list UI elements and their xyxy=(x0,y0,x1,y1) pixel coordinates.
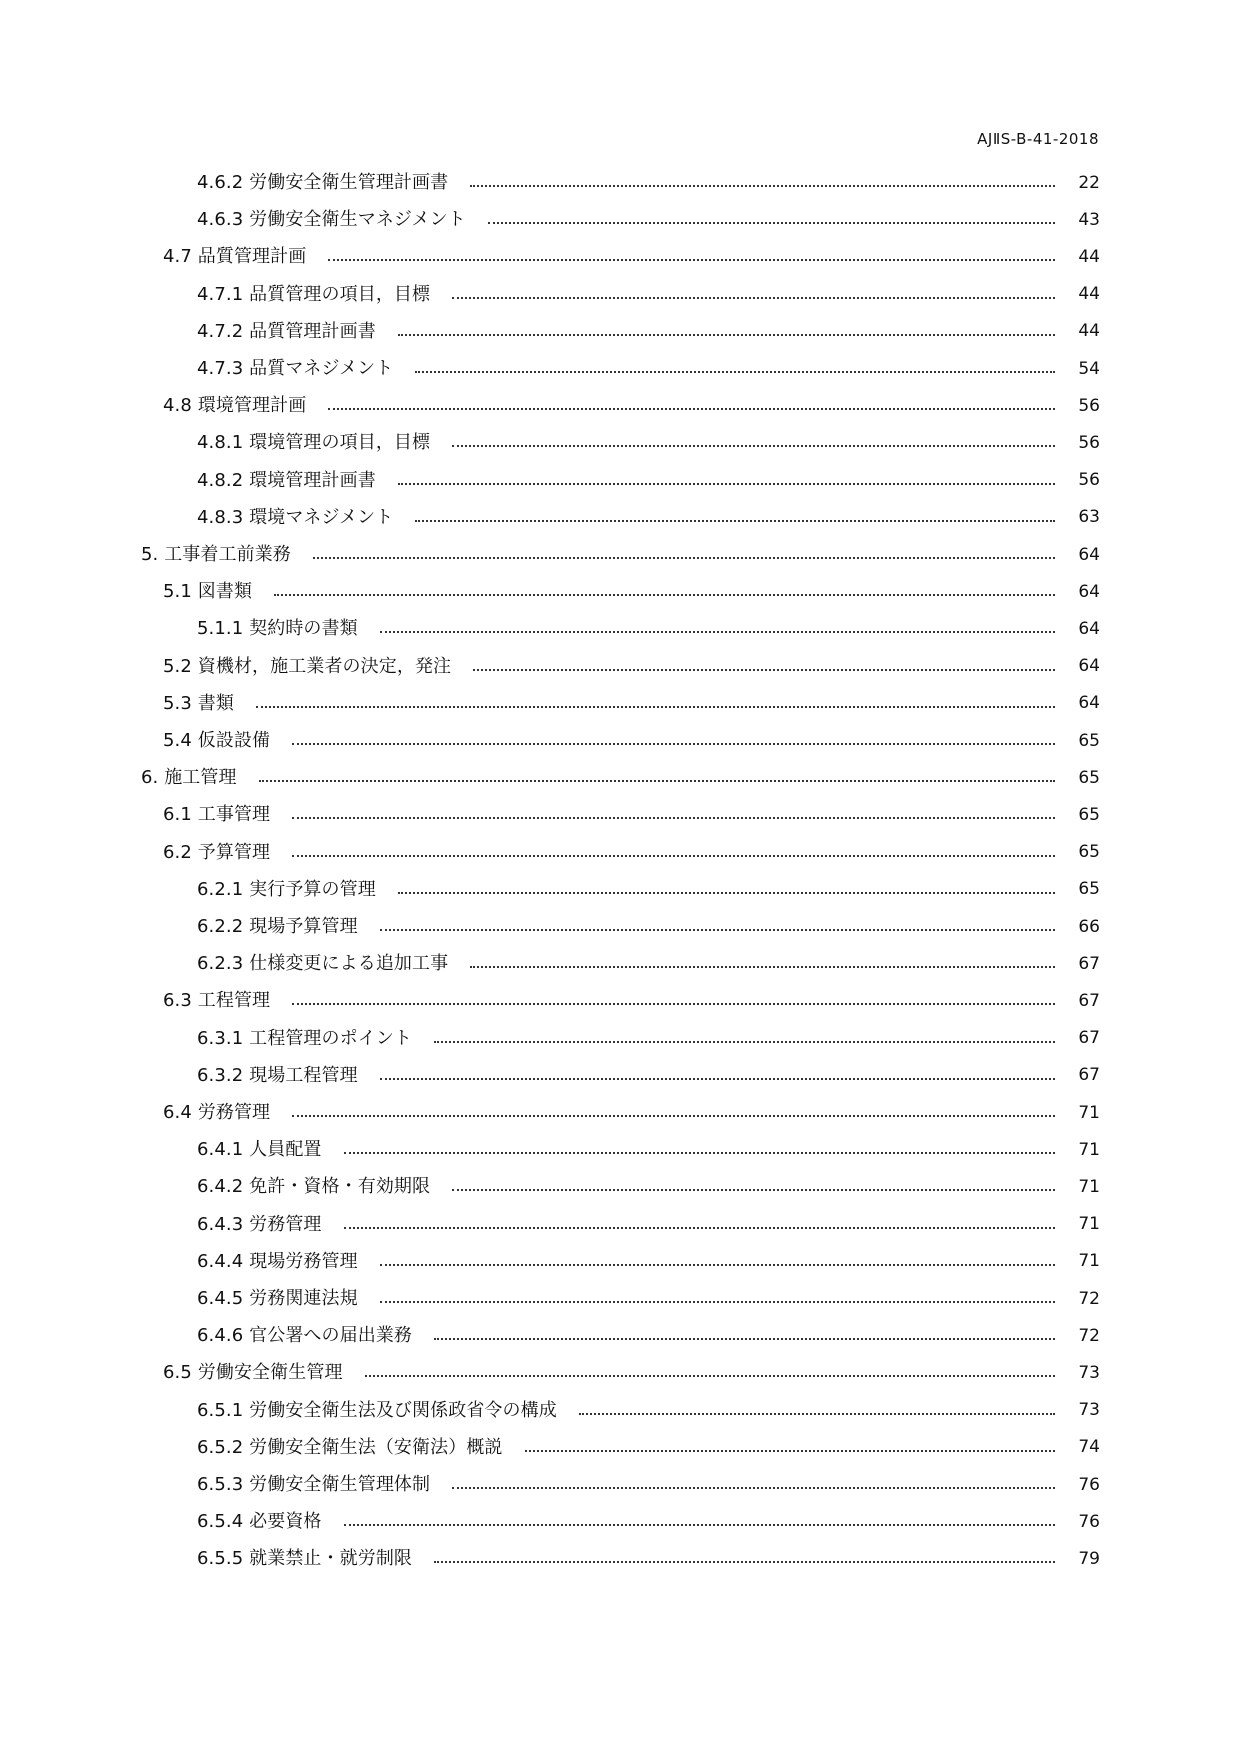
toc-leader-dots xyxy=(292,1115,1055,1117)
toc-entry-title: 6.5 労働安全衛生管理 xyxy=(163,1362,343,1384)
toc-entry xyxy=(163,652,1100,682)
toc-entry xyxy=(197,949,1100,979)
toc-entry-page-number: 64 xyxy=(1078,544,1100,565)
toc-entry xyxy=(197,1135,1100,1165)
toc-entry xyxy=(197,354,1100,384)
toc-leader-dots xyxy=(398,892,1055,894)
toc-entry-page-number: 71 xyxy=(1078,1214,1100,1235)
toc-leader-dots xyxy=(415,520,1055,522)
toc-entry-page-number: 66 xyxy=(1078,916,1100,937)
toc-entry-title: 6.5.2 労働安全衛生法（安衛法）概説 xyxy=(197,1436,503,1458)
toc-leader-dots xyxy=(452,445,1055,447)
toc-leader-dots xyxy=(434,1561,1055,1563)
toc-entry xyxy=(197,912,1100,942)
toc-entry-page-number: 76 xyxy=(1078,1511,1100,1532)
toc-entry-page-number: 22 xyxy=(1078,172,1100,193)
toc-entry-page-number: 64 xyxy=(1078,618,1100,639)
toc-leader-dots xyxy=(256,706,1055,708)
toc-entry-title: 6.4 労務管理 xyxy=(163,1102,271,1123)
toc-entry xyxy=(197,1396,1100,1426)
toc-leader-dots xyxy=(398,483,1055,485)
toc-entry-page-number: 72 xyxy=(1078,1288,1100,1309)
toc-entry-page-number: 56 xyxy=(1078,470,1100,491)
toc-entry-title: 4.7.2 品質管理計画書 xyxy=(197,320,376,342)
toc-entry-page-number: 71 xyxy=(1078,1139,1100,1160)
toc-entry-title: 4.8.3 環境マネジメント xyxy=(197,506,394,528)
toc-entry-title: 6.2.3 仕様変更による追加工事 xyxy=(197,953,449,975)
toc-entry xyxy=(197,205,1100,235)
toc-leader-dots xyxy=(380,929,1055,931)
toc-leader-dots xyxy=(292,855,1055,857)
toc-entry-title: 4.7.3 品質マネジメント xyxy=(197,358,394,379)
toc-entry-title: 4.8.1 環境管理の項目，目標 xyxy=(197,432,431,454)
toc-entry-title: 6.4.5 労務関連法規 xyxy=(197,1288,358,1309)
toc-entry-title: 5. 工事着工前業務 xyxy=(141,544,291,565)
toc-leader-dots xyxy=(274,594,1055,596)
toc-leader-dots xyxy=(380,1264,1055,1266)
toc-entry xyxy=(163,838,1100,868)
toc-entry xyxy=(197,1321,1100,1351)
toc-leader-dots xyxy=(488,222,1055,224)
toc-leader-dots xyxy=(415,371,1055,373)
toc-entry xyxy=(197,614,1100,644)
toc-entry-page-number: 73 xyxy=(1078,1362,1100,1383)
toc-entry xyxy=(197,1210,1100,1240)
toc-leader-dots xyxy=(328,259,1055,261)
toc-entry-title: 6.2.1 実行予算の管理 xyxy=(197,878,376,900)
toc-entry-page-number: 44 xyxy=(1078,321,1100,342)
toc-leader-dots xyxy=(380,1078,1055,1080)
toc-entry xyxy=(141,540,1100,570)
toc-leader-dots xyxy=(452,1189,1055,1191)
toc-entry xyxy=(197,1507,1100,1537)
toc-entry-title: 6.4.6 官公署への届出業務 xyxy=(197,1325,413,1347)
toc-entry-title: 6.5.4 必要資格 xyxy=(197,1511,322,1533)
toc-entry-title: 6.5.5 就業禁止・就労制限 xyxy=(197,1548,413,1570)
toc-entry xyxy=(197,875,1100,905)
toc-entry xyxy=(197,280,1100,310)
toc-entry xyxy=(163,1358,1100,1388)
toc-entry-title: 4.6.3 労働安全衛生マネジメント xyxy=(197,209,466,231)
toc-entry-page-number: 65 xyxy=(1078,767,1100,788)
toc-entry xyxy=(197,168,1100,198)
toc-leader-dots xyxy=(365,1375,1055,1377)
toc-leader-dots xyxy=(452,297,1055,299)
toc-entry-page-number: 65 xyxy=(1078,842,1100,863)
toc-entry-page-number: 63 xyxy=(1078,507,1100,528)
toc-entry xyxy=(197,1172,1100,1202)
toc-entry-title: 5.1.1 契約時の書類 xyxy=(197,618,358,640)
toc-leader-dots xyxy=(525,1450,1055,1452)
toc-entry xyxy=(197,503,1100,533)
toc-entry-page-number: 76 xyxy=(1078,1474,1100,1495)
toc-entry-page-number: 67 xyxy=(1078,1028,1100,1049)
toc-leader-dots xyxy=(398,334,1055,336)
toc-leader-dots xyxy=(292,1003,1055,1005)
toc-entry-title: 6.4.3 労務管理 xyxy=(197,1213,322,1235)
toc-entry-page-number: 44 xyxy=(1078,284,1100,305)
toc-entry-page-number: 71 xyxy=(1078,1102,1100,1123)
toc-entry-page-number: 79 xyxy=(1078,1548,1100,1569)
toc-entry-page-number: 64 xyxy=(1078,656,1100,677)
toc-entry xyxy=(197,1433,1100,1463)
toc-leader-dots xyxy=(434,1041,1055,1043)
toc-entry-title: 6.3 工程管理 xyxy=(163,990,271,1012)
toc-leader-dots xyxy=(380,631,1055,633)
toc-entry xyxy=(163,800,1100,830)
toc-entry-page-number: 71 xyxy=(1078,1251,1100,1272)
toc-entry-page-number: 54 xyxy=(1078,358,1100,379)
toc-entry-page-number: 56 xyxy=(1078,432,1100,453)
toc-leader-dots xyxy=(579,1413,1055,1415)
toc-entry xyxy=(197,1247,1100,1277)
toc-entry-page-number: 65 xyxy=(1078,879,1100,900)
toc-leader-dots xyxy=(292,743,1055,745)
toc-entry-title: 4.6.2 労働安全衛生管理計画書 xyxy=(197,172,449,193)
toc-entry xyxy=(197,1544,1100,1574)
toc-entry-page-number: 67 xyxy=(1078,953,1100,974)
toc-leader-dots xyxy=(328,408,1055,410)
toc-leader-dots xyxy=(434,1338,1055,1340)
toc-entry-title: 6.3.2 現場工程管理 xyxy=(197,1064,358,1086)
toc-entry-page-number: 64 xyxy=(1078,581,1100,602)
toc-leader-dots xyxy=(259,780,1055,782)
toc-entry-title: 6.5.1 労働安全衛生法及び関係政省令の構成 xyxy=(197,1399,557,1421)
toc-entry-title: 5.2 資機材，施工業者の決定，発注 xyxy=(163,655,452,677)
toc-leader-dots xyxy=(344,1524,1055,1526)
toc-leader-dots xyxy=(452,1487,1055,1489)
toc-entry xyxy=(197,1061,1100,1091)
toc-leader-dots xyxy=(344,1227,1055,1229)
toc-entry-title: 6. 施工管理 xyxy=(141,767,237,789)
toc-entry-title: 6.3.1 工程管理のポイント xyxy=(197,1027,413,1049)
toc-entry-title: 5.4 仮設設備 xyxy=(163,730,271,751)
toc-entry xyxy=(197,317,1100,347)
toc-entry-title: 6.4.1 人員配置 xyxy=(197,1139,322,1161)
toc-entry-page-number: 65 xyxy=(1078,804,1100,825)
toc-entry xyxy=(163,577,1100,607)
toc-leader-dots xyxy=(473,669,1055,671)
document-id: AJⅡS-B-41-2018 xyxy=(977,130,1099,148)
toc-entry-page-number: 56 xyxy=(1078,395,1100,416)
toc-entry-title: 5.1 図書類 xyxy=(163,581,253,603)
toc-entry xyxy=(163,689,1100,719)
toc-entry-title: 6.2 予算管理 xyxy=(163,841,271,863)
toc-entry xyxy=(197,1470,1100,1500)
toc-entry-page-number: 73 xyxy=(1078,1400,1100,1421)
toc-entry xyxy=(197,466,1100,496)
toc-entry xyxy=(197,428,1100,458)
toc-leader-dots xyxy=(470,185,1055,187)
toc-entry xyxy=(163,986,1100,1016)
toc-entry-page-number: 71 xyxy=(1078,1176,1100,1197)
toc-entry-page-number: 72 xyxy=(1078,1325,1100,1346)
toc-entry-page-number: 74 xyxy=(1078,1437,1100,1458)
toc-leader-dots xyxy=(292,817,1055,819)
toc-entry-page-number: 64 xyxy=(1078,693,1100,714)
toc-entry xyxy=(163,726,1100,756)
toc-entry xyxy=(163,242,1100,272)
toc-entry-page-number: 67 xyxy=(1078,1065,1100,1086)
toc-leader-dots xyxy=(344,1152,1055,1154)
toc-entry-title: 6.1 工事管理 xyxy=(163,804,271,826)
toc-entry-title: 6.2.2 現場予算管理 xyxy=(197,916,358,937)
toc-entry xyxy=(197,1284,1100,1314)
toc-entry-title: 6.4.2 免許・資格・有効期限 xyxy=(197,1176,431,1198)
toc-entry-page-number: 44 xyxy=(1078,246,1100,267)
toc-entry-title: 5.3 書類 xyxy=(163,692,234,714)
toc-entry xyxy=(141,763,1100,793)
toc-entry-title: 4.7 品質管理計画 xyxy=(163,246,307,268)
toc-entry xyxy=(197,1024,1100,1054)
toc-entry-title: 4.8.2 環境管理計画書 xyxy=(197,469,376,491)
toc-entry xyxy=(163,391,1100,421)
toc-entry-title: 6.5.3 労働安全衛生管理体制 xyxy=(197,1474,431,1495)
toc-entry-page-number: 43 xyxy=(1078,209,1100,230)
toc-entry-page-number: 65 xyxy=(1078,730,1100,751)
toc-entry-title: 4.8 環境管理計画 xyxy=(163,395,307,417)
toc-entry-title: 4.7.1 品質管理の項目，目標 xyxy=(197,283,431,305)
toc-leader-dots xyxy=(470,966,1055,968)
toc-leader-dots xyxy=(380,1301,1055,1303)
toc-entry-page-number: 67 xyxy=(1078,990,1100,1011)
toc-entry xyxy=(163,1098,1100,1128)
toc-leader-dots xyxy=(313,557,1055,559)
toc-entry-title: 6.4.4 現場労務管理 xyxy=(197,1250,358,1272)
